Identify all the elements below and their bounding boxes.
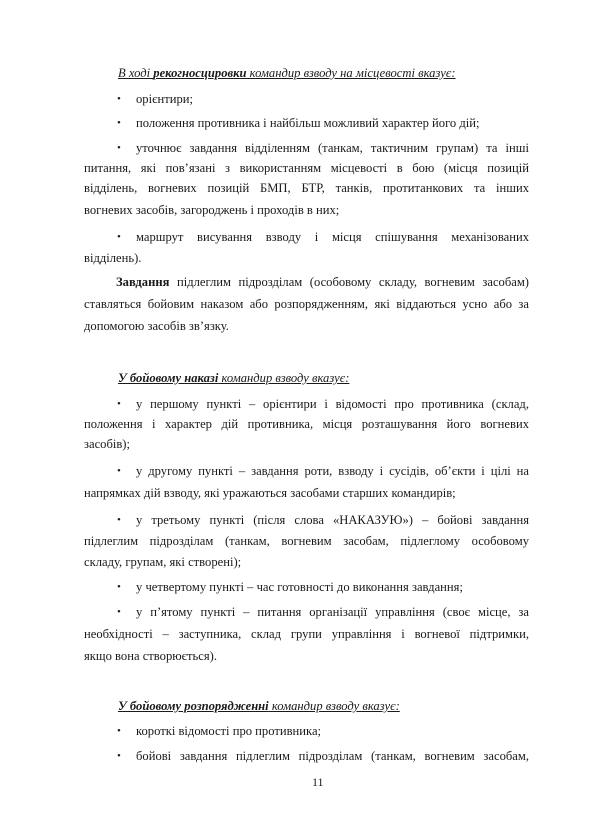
list-item: у третьому пункті (після слова «НАКАЗУЮ») – бойові завдання [136,513,529,527]
bullet-icon: • [117,465,121,477]
list-item: маршрут висування взводу і місця спішування механізованих [136,230,529,244]
heading-bold-text: У бойовому наказі [118,371,219,385]
page-number: 11 [312,775,324,789]
list-item-continuation: відділень). [84,251,142,265]
list-item: у першому пункті – орієнтири і відомості про противника (склад, [136,397,529,411]
list-item-continuation: питання, які пов’язані з використанням місцевості в бою (місця позицій [84,161,529,175]
heading-bold-text: У бойовому розпорядженні [118,699,269,713]
tasks-paragraph-line: допомогою засобів зв’язку. [84,319,229,333]
bullet-icon: • [117,117,121,129]
bullet-icon: • [117,581,121,593]
list-item-continuation: вогневих засобів, загороджень і проходів в них; [84,203,340,217]
list-item-continuation: засобів); [84,437,130,451]
list-item-continuation: якщо вона створюється). [84,649,218,663]
bullet-icon: • [117,142,121,154]
list-item: орієнтири; [136,92,194,106]
list-item: бойові завдання підлеглим підрозділам (танкам, вогневим засобам, [136,749,529,763]
list-item: у другому пункті – завдання роти, взводу і сусідів, об’єкти і цілі на [136,464,529,478]
list-item: короткі відомості про противника; [136,724,322,738]
bullet-icon: • [117,231,121,243]
list-item-continuation: підлеглим підрозділам (танкам, вогневим засобам, підлеглому особовому [84,534,529,548]
bullet-icon: • [117,398,121,410]
section-heading-reconnaissance [118,64,456,82]
list-item-continuation: напрямках дій взводу, які уражаються засобами старших командирів; [84,486,456,500]
heading-text: командир взводу вказує: [218,371,350,385]
tasks-bold-term: Завдання [116,275,170,289]
list-item-continuation: відділень, вогневих позицій БМП, БТР, танків, протитанкових та інших [84,181,529,195]
bullet-icon: • [117,750,121,762]
heading-text: командир взводу вказує: [268,699,400,713]
bullet-icon: • [117,725,121,737]
list-item: у п’ятому пункті – питання організації управління (своє місце, за [136,605,529,619]
list-item-continuation: необхідності – заступника, склад групи управління і вогневої підтримки, [84,627,529,641]
tasks-paragraph-line [116,273,529,291]
bullet-icon: • [117,514,121,526]
list-item-continuation: положення і характер дій противника, місця розташування його вогневих [84,417,529,431]
list-item: положення противника і найбільш можливий характер його дій; [136,116,480,130]
heading-text: командир взводу на місцевості вказує: [246,66,456,80]
heading-text: В ході [118,66,154,80]
bullet-icon: • [117,93,121,105]
heading-bold-text: рекогносцировки [153,66,247,80]
list-item: у четвертому пункті – час готовності до виконання завдання; [136,580,463,594]
tasks-text: підлеглим підрозділам (особовому складу, вогневим засобам) [169,275,529,289]
tasks-paragraph-line: ставляться бойовим наказом або розпорядженням, які віддаються усно або за [84,297,529,311]
bullet-icon: • [117,606,121,618]
list-item-continuation: складу, групам, які створені); [84,555,242,569]
section-heading-combat-order [118,369,349,387]
list-item: уточнює завдання відділенням (танкам, тактичним групам) та інші [136,141,529,155]
section-heading-combat-instruction [118,697,400,715]
